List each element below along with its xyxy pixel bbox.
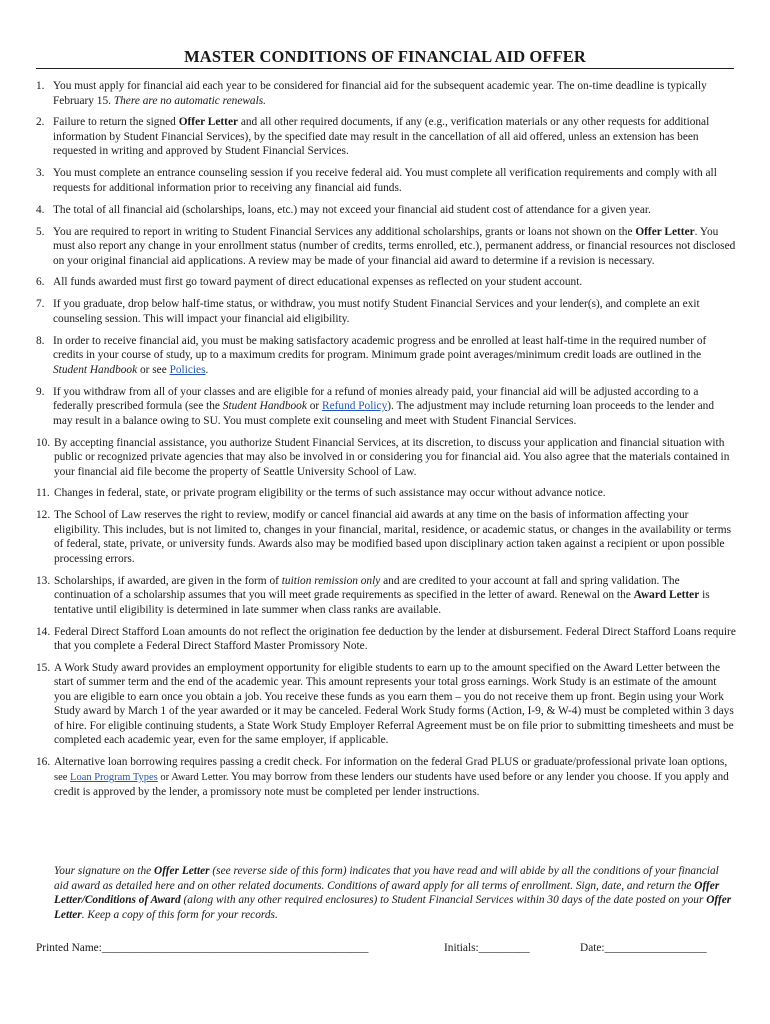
text-segment: (along with any other required enclosures) to Student Financial Services within 30 days of the date posted on your [180,894,707,906]
item-number: 3. [36,167,45,180]
bold-term: Offer Letter/Conditions of Award [54,879,720,906]
item-text [53,385,736,429]
text-segment: see [54,771,71,783]
item-number: 10. [36,436,51,449]
title-rule [36,68,734,69]
text-segment: or see [137,363,170,376]
conditions-list [36,79,736,807]
item-text: A Work Study award provides an employment opportunity for eligible students to earn up to the amount specified on the Award Letter between the start of summer term and the end of the academic year. This amount represents your total gross earnings. Work Study is an estimate of the amount you are eligible to earn once you obtain a job. You receive these funds as you earn them – you do not receive them up front. Begin using your Work Study award by March 1 of the year awarded or it may be canceled. Federal Work Study forms (Action, I-9, & W-4) must be completed within 3 days of hire. For eligible continuing students, a State Work Study Employer Referral Agreement must be on file prior to submitting timesheets and must be completed each academic year, even for the same employer, if applicable. [54,661,734,747]
text-segment: Scholarships, if awarded, are given in the form of [54,574,282,587]
item-number: 12. [36,509,51,522]
item-text: The School of Law reserves the right to review, modify or cancel financial aid awards at any time on the basis of information affecting your eligibility. This includes, but is not limited to, changes in your financial, marital, residence, or academic status, or changes in the availability or terms of federal, state, private, or university funds. Awards also may be modified based upon disciplinary action taken against a recipient or upon possible processing errors. [54,509,731,565]
text-segment: (see reverse side of this form) indicates that you have read and will abide by all the conditions of your financial aid award as detailed here and on other related documents. Conditions of award apply for all terms of enrollment. Sign, date, and return the [54,865,719,892]
condition-item-11 [36,486,736,501]
bold-term: Offer Letter [635,225,695,238]
item-number: 6. [36,276,45,289]
policies-link[interactable]: Policies [169,363,206,376]
loan-program-types-link[interactable]: Loan Program Types [70,771,158,783]
item-text: If you graduate, drop below half-time status, or withdraw, you must notify Student Financial Services and your lender(s), and complete an exit counseling session. This will impact your financial aid eligibility. [53,298,700,325]
condition-item-2 [36,115,736,159]
item-text: By accepting financial assistance, you authorize Student Financial Services, at its discretion, to discuss your application and financial situation with public or recognized private agencies that may also be involved in or considering you for financial aid. You also agree that the materials contained in your financial aid file become the property of Seattle University School of Law. [54,436,730,478]
text-segment: ). The adjustment may include returning loan proceeds to the lender and may result in a balance owing to SU. You must complete exit counseling and meet with Student Financial Services. [53,400,715,427]
item-number: 14. [36,625,51,638]
item-text [53,79,736,108]
condition-item-16 [36,755,736,800]
bold-term: Offer Letter [154,865,210,877]
text-segment: You must apply for financial aid each year to be considered for financial aid for the subsequent academic year. The on-time deadline is typically February 15. [53,80,707,107]
text-segment: or [306,400,323,413]
condition-item-3 [36,166,736,195]
refund-policy-link[interactable]: Refund Policy [322,400,388,413]
emphasis-text: tuition remission only [281,574,381,587]
item-number: 7. [36,298,45,311]
text-segment: and all other required documents, if any (e.g., verification materials or any other requests for additional information by Student Financial Services), by the specified date may result in the cancellation of all aid offered, unless an extension has been requested in writing and approved by Student Financial Services. [53,116,710,158]
text-segment: If you withdraw from all of your classes and are eligible for a refund of monies already paid, your financial aid will be adjusted according to a federally prescribed formula (see the [53,385,699,413]
text-segment: or Award Letter. [157,771,229,783]
item-text: Federal Direct Stafford Loan amounts do not reflect the origination fee deduction by the lender at disbursement. Federal Direct Stafford Loans require that you complete a Federal Direct Stafford Master Promissory Note. [54,625,736,653]
initials-field[interactable]: Initials:_________ [444,942,530,954]
bold-term: Award Letter [633,589,700,602]
text-segment: . [205,363,209,376]
signature-fields [36,942,736,958]
emphasis-text: There are no automatic renewals. [113,94,266,107]
text-segment: . You must also report any change in your enrollment status (number of credits, terms enrolled, etc.), permanent address, or financial resources not disclosed on your original financial aid applications. A review may be made of your financial aid award to determine if a revision is necessary. [53,225,736,267]
text-segment: is tentative until eligibility is determined in late summer when class ranks are available. [54,589,710,616]
bold-term: Offer Letter [54,894,732,921]
bold-term: Offer Letter [178,116,239,129]
text-segment: In order to receive financial aid, you must be making satisfactory academic progress and be enrolled at least half-time in the required number of credits in your course of study, up to a maximum credits for program. Minimum grade point averages/minimum credit loads are outlined in the [53,334,707,362]
printed-name-field[interactable]: Printed Name:_______________________________________________ [36,942,369,954]
item-text [53,115,736,159]
item-text [53,225,736,269]
item-text [54,755,736,800]
item-number: 15. [36,661,51,674]
item-text: Changes in federal, state, or private program eligibility or the terms of such assistance may occur without advance notice. [54,487,606,500]
condition-item-13 [36,574,736,618]
condition-item-1 [36,79,736,108]
date-field[interactable]: Date:__________________ [580,942,707,954]
item-number: 11. [36,487,50,500]
condition-item-6 [36,275,736,290]
item-text: The total of all financial aid (scholarships, loans, etc.) may not exceed your financial aid student cost of attendance for a given year. [53,203,651,216]
condition-item-5 [36,225,736,269]
condition-item-10 [36,436,736,480]
condition-item-14 [36,625,736,654]
item-number: 5. [36,225,45,238]
text-segment: Your signature on the [54,865,155,877]
item-text [54,574,736,618]
condition-item-15 [36,661,736,748]
condition-item-7 [36,297,736,326]
condition-item-4 [36,203,736,218]
text-segment: Alternative loan borrowing requires passing a credit check. For information on the federal Grad PLUS or graduate/professional private loan options, [54,756,728,769]
text-segment: . Keep a copy of this form for your records. [81,908,278,921]
item-text: You must complete an entrance counseling session if you receive federal aid. You must complete all verification requirements and comply with all requests for additional information prior to receiving any financial aid funds. [53,167,717,194]
text-segment: You are required to report in writing to Student Financial Services any additional scholarships, grants or loans not shown on the [53,225,636,238]
emphasis-text: Student Handbook [222,400,307,413]
item-text [53,334,736,378]
item-number: 1. [36,80,45,92]
item-number: 16. [36,756,51,769]
condition-item-8 [36,334,736,378]
condition-item-9 [36,385,736,429]
item-number: 2. [36,116,45,129]
text-segment: Failure to return the signed [53,116,179,129]
document-title: MASTER CONDITIONS OF FINANCIAL AID OFFER [184,47,586,66]
emphasis-text: Student Handbook [53,363,138,376]
signature-note [54,864,734,922]
item-number: 13. [36,574,51,587]
text-segment: You may borrow from these lenders our students have used before or any lender you choose. If you apply and credit is approved by the lender, a promissory note must be completed per lender instructions. [54,770,729,799]
condition-item-12 [36,508,736,566]
text-segment: and are credited to your account at fall and spring validation. The continuation of a scholarship assumes that you will meet grade requirements as specified in the letter of award. Renewal on the [54,574,680,602]
item-number: 8. [36,334,45,347]
item-text: All funds awarded must first go toward payment of direct educational expenses as reflected on your student account. [53,276,583,289]
item-number: 4. [36,203,45,216]
item-number: 9. [36,385,45,398]
